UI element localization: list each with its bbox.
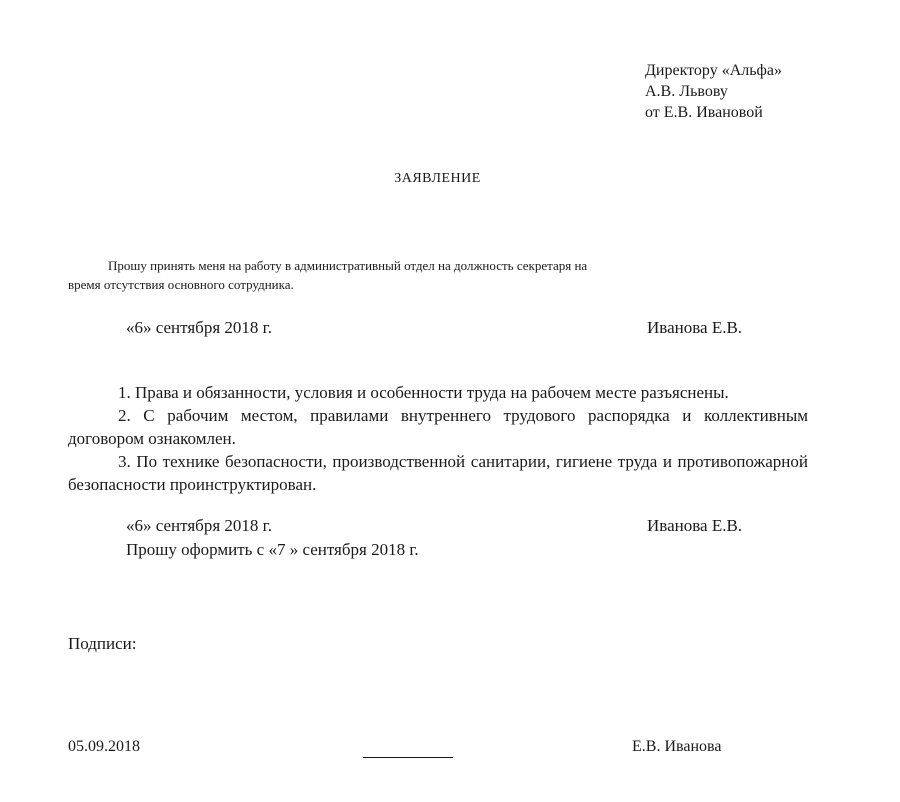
acknowledgement-item-2: 2. С рабочим местом, правилами внутреннего трудового распорядка и коллективным договором ознакомлен. [68,406,808,448]
first-date: «6» сентября 2018 г. [126,318,272,337]
second-date: «6» сентября 2018 г. [126,516,272,535]
addressee-line-director: Директору «Альфа» [645,62,783,79]
acknowledgement-item-1: 1. Права и обязанности, условия и особенности труда на рабочем месте разъяснены. [118,383,729,402]
footer-name: Е.В. Иванова [632,738,722,755]
addressee-block [645,60,782,123]
signatures-label: Подписи: [68,634,137,653]
request-line-2: время отсутствия основного сотрудника. [68,277,294,292]
signature-line [363,757,453,758]
addressee-line-name: А.В. Львову [645,83,728,100]
document-title: ЗАЯВЛЕНИЕ [394,171,481,186]
acknowledgement-list [68,381,808,496]
addressee-line-from: от Е.В. Ивановой [645,104,763,121]
acknowledgement-item-3: 3. По технике безопасности, производственной санитарии, гигиене труда и противопожарной безопасности проинструктирован. [68,452,808,494]
footer-date: 05.09.2018 [68,738,140,755]
formalize-request: Прошу оформить с «7 » сентября 2018 г. [126,540,419,559]
first-signature-name: Иванова Е.В. [647,318,743,337]
request-line-1: Прошу принять меня на работу в административный отдел на должность секретаря на [108,258,588,273]
request-paragraph [68,256,798,294]
second-signature-name: Иванова Е.В. [647,516,743,535]
